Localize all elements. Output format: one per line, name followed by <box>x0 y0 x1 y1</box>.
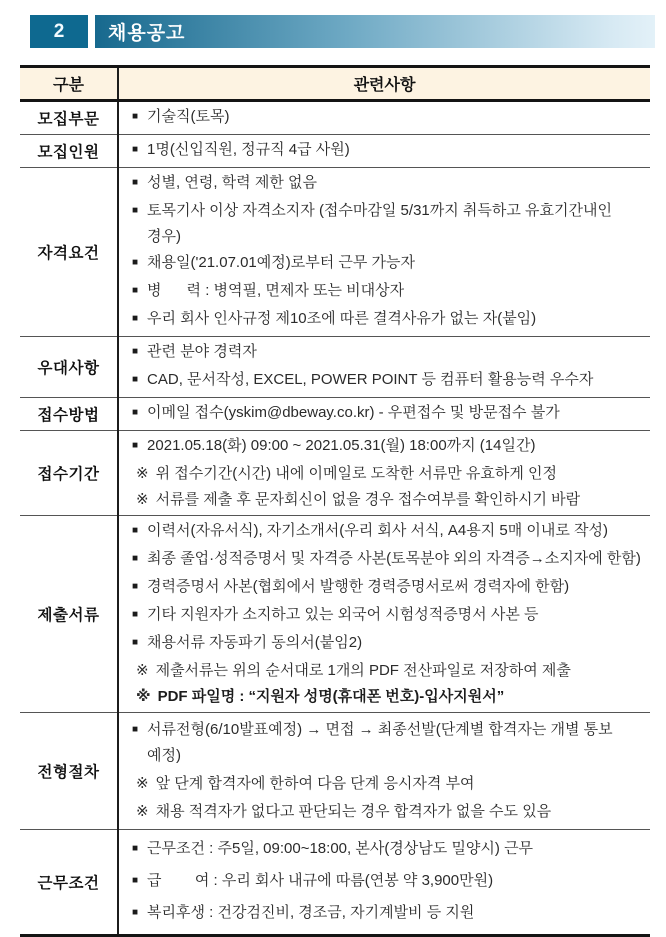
list-item <box>119 684 646 710</box>
item-text: 서류를 제출 후 문자회신이 없을 경우 접수여부를 확인하시기 바람 <box>155 491 581 508</box>
item-text: 관련 분야 경력자 <box>147 343 257 360</box>
list-item <box>119 250 646 278</box>
square-bullet-icon: ■ <box>132 581 139 592</box>
list-item <box>119 868 646 896</box>
item-text: 채용일('21.07.01예정)로부터 근무 가능자 <box>147 254 415 271</box>
item-text: 이메일 접수(yskim@dbeway.co.kr) - 우편접수 및 방문접수 불가 <box>147 404 560 421</box>
square-bullet-icon: ■ <box>132 285 139 296</box>
item-text: 1명(신입직원, 정규직 4급 사원) <box>147 141 350 158</box>
list-item <box>119 799 646 825</box>
item-text: 급 여 : 우리 회사 내규에 따름(연봉 약 3,900만원) <box>147 872 494 889</box>
row-label: 모집인원 <box>20 135 118 168</box>
section-number-badge: 2 <box>30 15 88 48</box>
item-text: CAD, 문서작성, EXCEL, POWER POINT 등 컴퓨터 활용능력 우수자 <box>147 371 594 388</box>
list-item <box>119 104 646 132</box>
item-text: 병 력 : 병역필, 면제자 또는 비대상자 <box>147 282 405 299</box>
list-item <box>119 574 646 602</box>
list-item <box>119 518 646 546</box>
job-posting-document <box>0 15 666 921</box>
item-list <box>119 170 646 334</box>
square-bullet-icon: ■ <box>132 724 139 735</box>
item-text: 성별, 연령, 학력 제한 없음 <box>147 174 317 191</box>
square-bullet-icon: ■ <box>132 907 139 918</box>
row-label: 접수기간 <box>20 431 118 516</box>
square-bullet-icon: ■ <box>132 440 139 451</box>
item-list <box>119 433 646 513</box>
note-marker-icon: ※ <box>136 688 151 705</box>
square-bullet-icon: ■ <box>132 205 139 216</box>
table-row <box>20 398 650 431</box>
table-row <box>20 101 650 135</box>
square-bullet-icon: ■ <box>132 637 139 648</box>
table-body <box>20 101 650 936</box>
table-header-row <box>20 67 650 101</box>
item-text: 경력증명서 사본(협회에서 발행한 경력증명서로써 경력자에 한함) <box>147 578 570 595</box>
table-row <box>20 337 650 398</box>
square-bullet-icon: ■ <box>132 843 139 854</box>
item-text: 우리 회사 인사규정 제10조에 따른 결격사유가 없는 자(붙임) <box>147 310 537 327</box>
square-bullet-icon: ■ <box>132 525 139 536</box>
list-item <box>119 602 646 630</box>
item-text: PDF 파일명 : “지원자 성명(휴대폰 번호)-입사지원서” <box>157 688 505 705</box>
list-item <box>119 306 646 334</box>
section-header <box>30 15 655 48</box>
list-item <box>119 400 646 428</box>
item-text: 복리후생 : 건강검진비, 경조금, 자기계발비 등 지원 <box>147 904 475 921</box>
item-text: 근무조건 : 주5일, 09:00~18:00, 본사(경상남도 밀양시) 근무 <box>147 840 534 857</box>
item-text: 기타 지원자가 소지하고 있는 외국어 시험성적증명서 사본 등 <box>147 606 539 623</box>
square-bullet-icon: ■ <box>132 177 139 188</box>
list-item <box>119 461 646 487</box>
table-header <box>20 67 650 101</box>
row-label: 접수방법 <box>20 398 118 431</box>
list-item <box>119 900 646 928</box>
row-content <box>118 135 650 168</box>
item-list <box>119 137 646 165</box>
note-marker-icon: ※ <box>136 465 149 482</box>
job-posting-table <box>20 65 650 937</box>
item-list <box>119 104 646 132</box>
row-content <box>118 431 650 516</box>
item-text: 위 접수기간(시간) 내에 이메일로 도착한 서류만 유효하게 인정 <box>155 465 557 482</box>
square-bullet-icon: ■ <box>132 875 139 886</box>
row-content <box>118 713 650 830</box>
list-item <box>119 198 646 250</box>
square-bullet-icon: ■ <box>132 257 139 268</box>
square-bullet-icon: ■ <box>132 374 139 385</box>
list-item <box>119 630 646 658</box>
square-bullet-icon: ■ <box>132 346 139 357</box>
table-row <box>20 713 650 830</box>
item-text: 앞 단계 합격자에 한하여 다음 단계 응시자격 부여 <box>155 775 475 792</box>
list-item <box>119 487 646 513</box>
note-marker-icon: ※ <box>136 803 149 820</box>
square-bullet-icon: ■ <box>132 144 139 155</box>
row-label: 자격요건 <box>20 168 118 337</box>
table-row <box>20 431 650 516</box>
row-label: 모집부문 <box>20 101 118 135</box>
list-item <box>119 836 646 864</box>
table-row <box>20 830 650 936</box>
item-text: 채용서류 자동파기 동의서(붙임2) <box>147 634 363 651</box>
row-content <box>118 101 650 135</box>
item-text: 서류전형(6/10발표예정) → 면접 → 최종선발(단계별 합격자는 개별 통보 예정) <box>147 721 617 764</box>
table-row <box>20 135 650 168</box>
note-marker-icon: ※ <box>136 662 149 679</box>
item-list <box>119 400 646 428</box>
item-text: 최종 졸업·성적증명서 및 자격증 사본(토목분야 외의 자격증→소지자에 한함) <box>147 550 641 567</box>
list-item <box>119 339 646 367</box>
item-list <box>119 836 646 928</box>
row-content <box>118 830 650 936</box>
square-bullet-icon: ■ <box>132 111 139 122</box>
page-title: 채용공고 <box>108 23 186 44</box>
row-label: 제출서류 <box>20 516 118 713</box>
list-item <box>119 367 646 395</box>
row-content <box>118 516 650 713</box>
square-bullet-icon: ■ <box>132 553 139 564</box>
square-bullet-icon: ■ <box>132 609 139 620</box>
item-text: 기술직(토목) <box>147 108 230 125</box>
list-item <box>119 137 646 165</box>
list-item <box>119 771 646 797</box>
list-item <box>119 546 646 574</box>
row-label: 우대사항 <box>20 337 118 398</box>
row-label: 전형절차 <box>20 713 118 830</box>
square-bullet-icon: ■ <box>132 407 139 418</box>
item-list <box>119 339 646 395</box>
section-title-bar <box>95 15 655 48</box>
row-content <box>118 168 650 337</box>
row-label: 근무조건 <box>20 830 118 936</box>
list-item <box>119 433 646 461</box>
item-list <box>119 518 646 710</box>
table-row <box>20 168 650 337</box>
item-text: 채용 적격자가 없다고 판단되는 경우 합격자가 없을 수도 있음 <box>155 803 552 820</box>
note-marker-icon: ※ <box>136 775 149 792</box>
note-marker-icon: ※ <box>136 491 149 508</box>
column-header-category: 구분 <box>20 67 118 101</box>
list-item <box>119 658 646 684</box>
item-text: 제출서류는 위의 순서대로 1개의 PDF 전산파일로 저장하여 제출 <box>155 662 571 679</box>
item-text: 이력서(자유서식), 자기소개서(우리 회사 서식, A4용지 5매 이내로 작성) <box>147 522 608 539</box>
table-row <box>20 516 650 713</box>
list-item <box>119 278 646 306</box>
square-bullet-icon: ■ <box>132 313 139 324</box>
list-item <box>119 717 646 769</box>
column-header-details: 관련사항 <box>118 67 650 101</box>
item-list <box>119 717 646 825</box>
list-item <box>119 170 646 198</box>
item-text: 토목기사 이상 자격소지자 (접수마감일 5/31까지 취득하고 유효기간내인 경우) <box>147 202 617 245</box>
row-content <box>118 398 650 431</box>
row-content <box>118 337 650 398</box>
item-text: 2021.05.18(화) 09:00 ~ 2021.05.31(월) 18:00까지 (14일간) <box>147 437 536 454</box>
